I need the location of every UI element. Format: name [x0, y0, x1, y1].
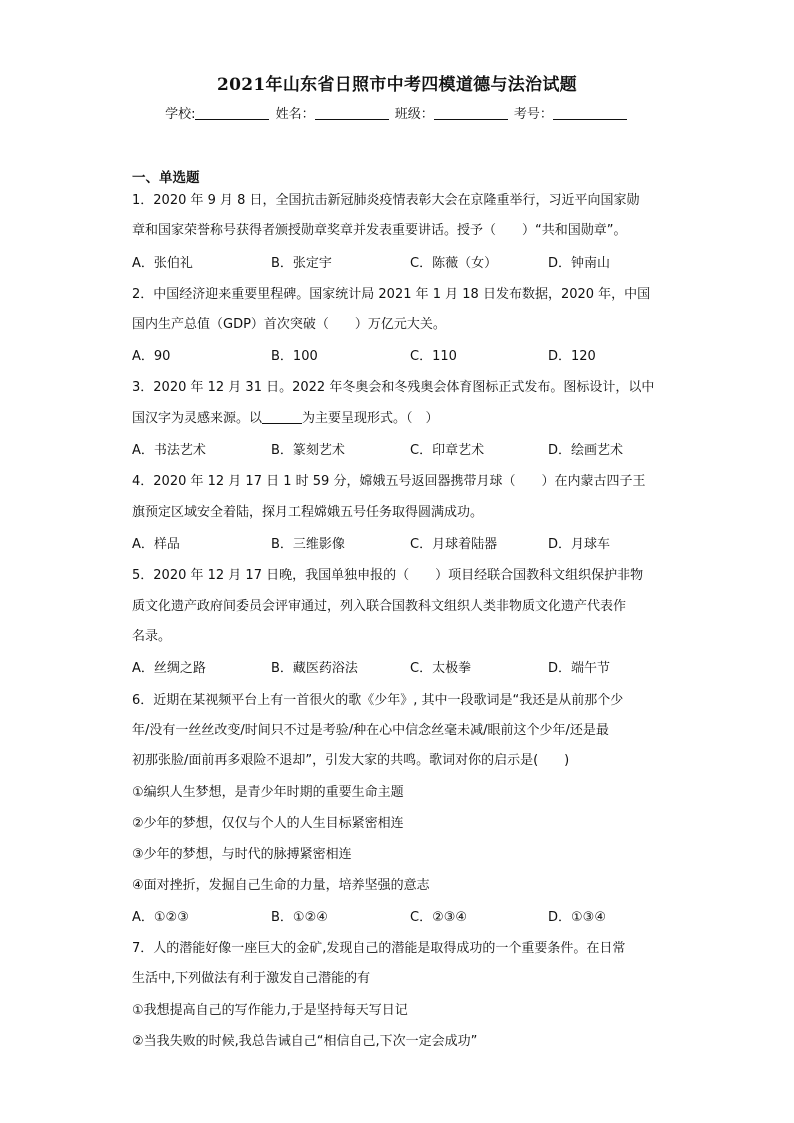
question-3-line-2-start: 国汉字为灵感来源。以: [132, 411, 263, 426]
question-5-option-c[interactable]: C．太极拳: [410, 661, 472, 676]
section-title: 一、单选题: [132, 170, 200, 186]
school-blank[interactable]: [195, 106, 269, 120]
question-2-option-d[interactable]: D．120: [548, 349, 596, 364]
question-5-option-a[interactable]: A．丝绸之路: [132, 661, 206, 676]
exam-number-blank[interactable]: [553, 106, 627, 120]
school-label: 学校:: [165, 107, 196, 122]
name-blank[interactable]: [315, 106, 389, 120]
question-2-line-1: 2．中国经济迎来重要里程碑。国家统计局 2021 年 1 月 18 日发布数据，2020 年，中国: [132, 287, 651, 302]
question-4-option-c[interactable]: C．月球着陆器: [410, 537, 498, 552]
student-info-line: [0, 103, 794, 122]
question-4-line-2: 旗预定区域安全着陆，探月工程嫦娥五号任务取得圆满成功。: [132, 505, 484, 520]
class-blank[interactable]: [434, 106, 508, 120]
question-3-line-1: 3．2020 年 12 月 31 日。2022 年冬奥会和冬残奥会体育图标正式发布。图标设计，以中: [132, 380, 655, 395]
question-2-option-c[interactable]: C．110: [410, 349, 457, 364]
page-title: 2021年山东省日照市中考四模道德与法治试题: [217, 75, 577, 95]
question-2-option-a[interactable]: A．90: [132, 349, 171, 364]
question-6-line-1: 6．近期在某视频平台上有一首很火的歌《少年》, 其中一段歌词是“我还是从前那个少: [132, 693, 624, 708]
exam-number-label: 考号：: [513, 107, 553, 122]
question-6-option-a[interactable]: A．①②③: [132, 910, 189, 925]
question-1-option-a[interactable]: A．张伯礼: [132, 256, 193, 271]
question-4-option-b[interactable]: B．三维影像: [271, 537, 345, 552]
question-3-option-d[interactable]: D．绘画艺术: [548, 443, 624, 458]
question-5-option-b[interactable]: B．藏医药浴法: [271, 661, 358, 676]
question-5-option-d[interactable]: D．端午节: [548, 661, 611, 676]
question-4-option-a[interactable]: A．样品: [132, 537, 180, 552]
question-7-statement-2: ②当我失败的时候,我总告诫自己“相信自己,下次一定会成功”: [132, 1034, 478, 1049]
question-4-option-d[interactable]: D．月球车: [548, 537, 611, 552]
question-7-statement-1: ①我想提高自己的写作能力,于是坚持每天写日记: [132, 1003, 408, 1018]
question-6-line-2: 年/没有一丝丝改变/时间只不过是考验/种在心中信念丝毫未减/眼前这个少年/还是最: [132, 723, 609, 738]
question-1-option-d[interactable]: D．钟南山: [548, 256, 611, 271]
question-3-line-2: [132, 410, 439, 428]
question-5-line-1: 5．2020 年 12 月 17 日晚，我国单独申报的（ ）项目经联合国教科文组织保护非物: [132, 568, 644, 583]
question-6-statement-1: ①编织人生梦想，是青少年时期的重要生命主题: [132, 785, 404, 800]
question-6-option-b[interactable]: B．①②④: [271, 910, 328, 925]
question-3-option-c[interactable]: C．印章艺术: [410, 443, 485, 458]
question-6-line-3: 初那张脸/面前再多艰险不退却”，引发大家的共鸣。歌词对你的启示是( ): [132, 753, 570, 768]
question-3-option-a[interactable]: A．书法艺术: [132, 443, 206, 458]
class-label: 班级：: [394, 107, 434, 122]
question-6-option-d[interactable]: D．①③④: [548, 910, 606, 925]
question-6-option-c[interactable]: C．②③④: [410, 910, 468, 925]
name-label: 姓名：: [275, 107, 315, 122]
question-5-line-2: 质文化遗产政府间委员会评审通过，列入联合国教科文组织人类非物质文化遗产代表作: [132, 599, 627, 614]
question-4-line-1: 4．2020 年 12 月 17 日 1 时 59 分，嫦娥五号返回器携带月球（ ）在内蒙古四子王: [132, 474, 646, 489]
question-2-option-b[interactable]: B．100: [271, 349, 318, 364]
question-2-line-2: 国内生产总值（GDP）首次突破（ ）万亿元大关。: [132, 317, 446, 332]
question-1-line-1: 1．2020 年 9 月 8 日，全国抗击新冠肺炎疫情表彰大会在京隆重举行，习近平向国家勋: [132, 193, 640, 208]
question-7-line-2: 生活中,下列做法有利于激发自己潜能的有: [132, 971, 371, 986]
question-6-statement-4: ④面对挫折，发掘自己生命的力量，培养坚强的意志: [132, 878, 430, 893]
question-1-option-c[interactable]: C．陈薇（女）: [410, 256, 498, 271]
question-6-statement-2: ②少年的梦想，仅仅与个人的人生目标紧密相连: [132, 816, 404, 831]
question-3-line-2-end: 为主要呈现形式。（ ）: [302, 411, 439, 426]
question-5-line-3: 名录。: [132, 629, 172, 644]
question-3-fill-blank: [262, 411, 302, 424]
question-6-statement-3: ③少年的梦想，与时代的脉搏紧密相连: [132, 847, 352, 862]
question-7-line-1: 7．人的潜能好像一座巨大的金矿,发现自己的潜能是取得成功的一个重要条件。在日常: [132, 941, 626, 956]
question-1-option-b[interactable]: B．张定宇: [271, 256, 332, 271]
question-1-line-2: 章和国家荣誉称号获得者颁授勋章奖章并发表重要讲话。授予（ ）“共和国勋章”。: [132, 223, 627, 238]
question-3-option-b[interactable]: B．篆刻艺术: [271, 443, 345, 458]
